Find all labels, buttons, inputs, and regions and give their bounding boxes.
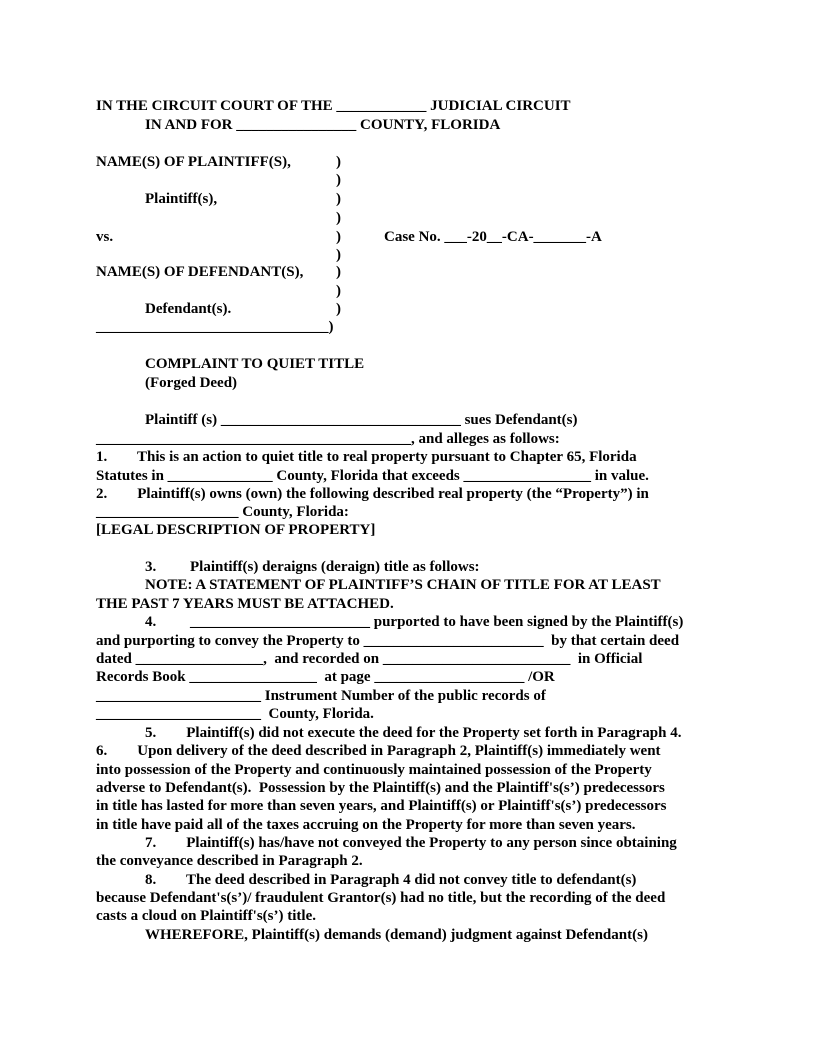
body-line: Plaintiff (s) ________________________________ sues Defendant(s) xyxy=(145,412,578,428)
caption-bottom-line: _______________________________) xyxy=(96,319,334,335)
body-line: ______________________ County, Florida. xyxy=(96,706,374,722)
caption-paren: ) xyxy=(336,264,341,280)
paragraph-6: 6. Upon delivery of the deed described in Paragraph 2, Plaintiff(s) immediately went xyxy=(96,743,661,759)
body-line: in title has lasted for more than seven years, and Plaintiff(s) or Plaintiff's(s’) predecessors xyxy=(96,798,667,814)
body-line: adverse to Defendant(s). Possession by the Plaintiff(s) and the Plaintiff's(s’) predecessors xyxy=(96,780,665,796)
caption-paren: ) xyxy=(336,229,341,245)
body-line: THE PAST 7 YEARS MUST BE ATTACHED. xyxy=(96,596,394,612)
body-line: and purporting to convey the Property to ________________________ by that certain deed xyxy=(96,633,680,649)
body-line: casts a cloud on Plaintiff's(s’) title. xyxy=(96,908,316,924)
versus-label: vs. xyxy=(96,229,114,245)
document-title: COMPLAINT TO QUIET TITLE xyxy=(145,356,365,372)
caption-paren: ) xyxy=(336,283,341,299)
defendant-label: Defendant(s). xyxy=(145,301,232,317)
body-line: __________________________________________, and alleges as follows: xyxy=(96,431,560,447)
caption-paren: ) xyxy=(336,247,341,263)
body-line: ___________________ County, Florida: xyxy=(96,504,349,520)
body-line: Statutes in ______________ County, Florida that exceeds _________________ in value. xyxy=(96,468,649,484)
paragraph-5: 5. Plaintiff(s) did not execute the deed for the Property set forth in Paragraph 4. xyxy=(145,725,682,741)
body-line: Records Book _________________ at page ____________________ /OR xyxy=(96,669,555,685)
defendant-name: NAME(S) OF DEFENDANT(S), xyxy=(96,264,304,280)
caption-paren: ) xyxy=(336,172,341,188)
paragraph-3: 3. Plaintiff(s) deraigns (deraign) title as follows: xyxy=(145,559,480,575)
wherefore-clause: WHEREFORE, Plaintiff(s) demands (demand) judgment against Defendant(s) xyxy=(145,927,648,943)
body-line: into possession of the Property and continuously maintained possession of the Property xyxy=(96,762,652,778)
paragraph-1: 1. This is an action to quiet title to real property pursuant to Chapter 65, Florida xyxy=(96,449,637,465)
case-number: Case No. ___-20__-CA-_______-A xyxy=(384,229,602,245)
body-line: ______________________ Instrument Number of the public records of xyxy=(96,688,546,704)
caption-paren: ) xyxy=(336,154,341,170)
chain-of-title-note: NOTE: A STATEMENT OF PLAINTIFF’S CHAIN OF TITLE FOR AT LEAST xyxy=(145,577,661,593)
body-line: dated _________________, and recorded on _________________________ in Official xyxy=(96,651,643,667)
body-line: in title have paid all of the taxes accruing on the Property for more than seven years. xyxy=(96,817,636,833)
body-line: because Defendant's(s’)/ fraudulent Grantor(s) had no title, but the recording of the deed xyxy=(96,890,666,906)
plaintiff-label: Plaintiff(s), xyxy=(145,191,218,207)
paragraph-4: 4. ________________________ purported to have been signed by the Plaintiff(s) xyxy=(145,614,684,630)
court-caption-line-1: IN THE CIRCUIT COURT OF THE ____________ JUDICIAL CIRCUIT xyxy=(96,98,571,114)
paragraph-2: 2. Plaintiff(s) owns (own) the following described real property (the “Property”) in xyxy=(96,486,649,502)
document-subtitle: (Forged Deed) xyxy=(145,375,238,391)
caption-paren: ) xyxy=(336,301,341,317)
legal-description-placeholder: [LEGAL DESCRIPTION OF PROPERTY] xyxy=(96,522,376,538)
caption-paren: ) xyxy=(336,210,341,226)
court-caption-line-2: IN AND FOR ________________ COUNTY, FLORIDA xyxy=(145,117,501,133)
paragraph-8: 8. The deed described in Paragraph 4 did not convey title to defendant(s) xyxy=(145,872,637,888)
caption-paren: ) xyxy=(336,191,341,207)
paragraph-7: 7. Plaintiff(s) has/have not conveyed the Property to any person since obtaining xyxy=(145,835,677,851)
body-line: the conveyance described in Paragraph 2. xyxy=(96,853,363,869)
plaintiff-name: NAME(S) OF PLAINTIFF(S), xyxy=(96,154,291,170)
